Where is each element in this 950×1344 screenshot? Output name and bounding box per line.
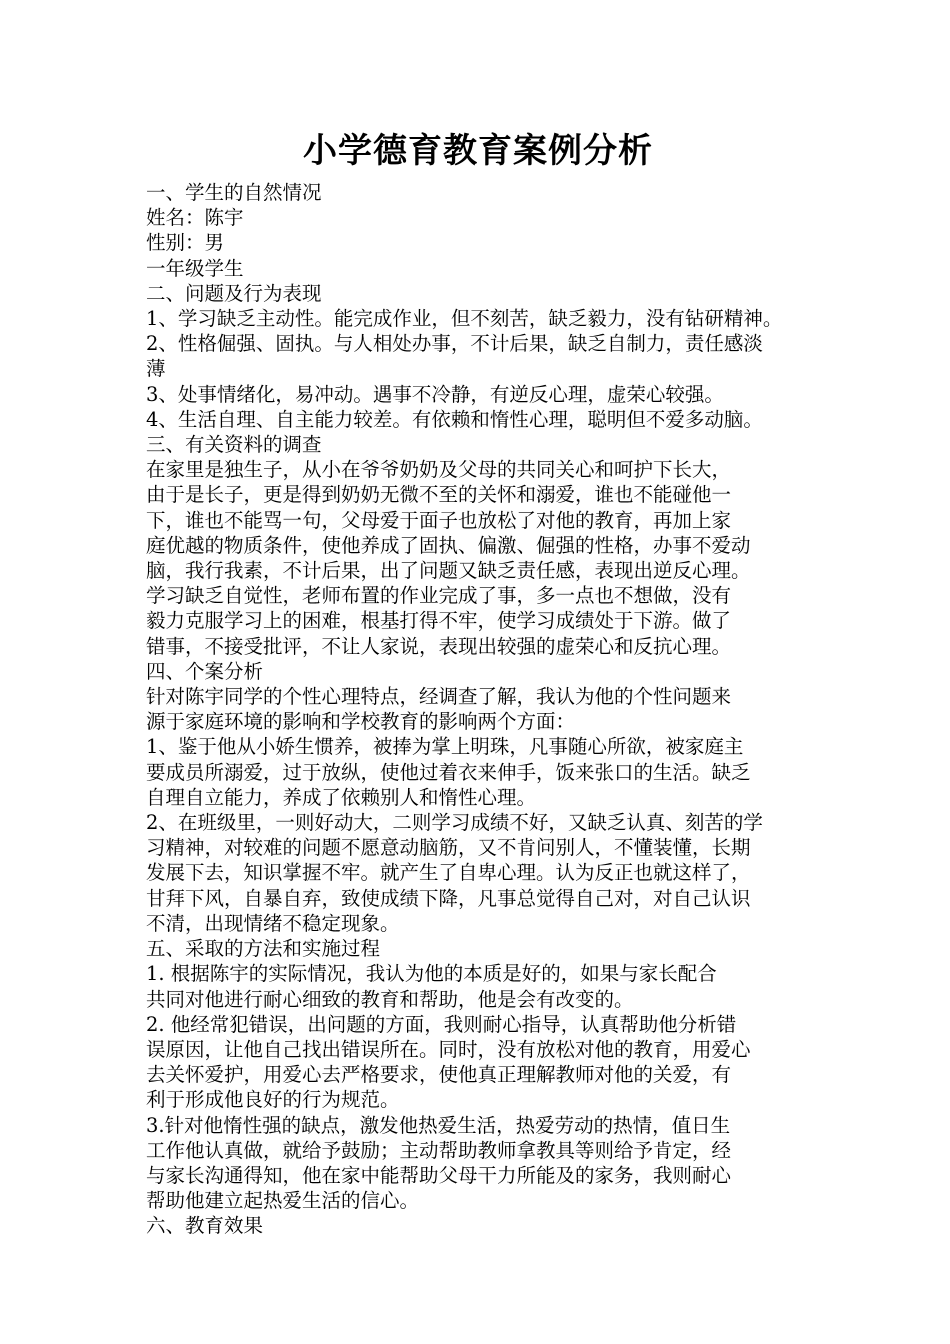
document-body xyxy=(146,180,810,1239)
text-line: 一、学生的自然情况 xyxy=(146,181,322,204)
text-line: 在家里是独生子，从小在爷爷奶奶及父母的共同关心和呵护下长大， xyxy=(146,458,732,482)
text-line: 由于是长子，更是得到奶奶无微不至的关怀和溺爱，谁也不能碰他一 xyxy=(146,483,732,507)
text-line: 六、教育效果 xyxy=(146,1214,264,1238)
text-line: 3.针对他惰性强的缺点，激发他热爱生活，热爱劳动的热情，值日生 xyxy=(146,1113,731,1137)
text-line: 3、处事情绪化，易冲动。遇事不冷静，有逆反心理，虚荣心较强。 xyxy=(146,382,724,406)
text-line: 2、性格倔强、固执。与人相处办事，不计后果，缺乏自制力，责任感淡 xyxy=(146,332,763,356)
text-line: 脑，我行我素，不计后果，出了问题又缺乏责任感，表现出逆反心理。 xyxy=(146,559,751,583)
text-line: 发展下去，知识掌握不牢。就产生了自卑心理。认为反正也就这样了， xyxy=(146,861,751,885)
text-line: 下，谁也不能骂一句，父母爱于面子也放松了对他的教育，再加上家 xyxy=(146,508,732,532)
text-line: 学习缺乏自觉性，老师布置的作业完成了事，多一点也不想做，没有 xyxy=(146,584,732,608)
text-line: 要成员所溺爱，过于放纵，使他过着衣来伸手，饭来张口的生活。缺乏 xyxy=(146,760,751,784)
text-line: 不清，出现情绪不稳定现象。 xyxy=(146,911,400,935)
text-line: 1、鉴于他从小娇生惯养，被捧为掌上明珠，凡事随心所欲，被家庭主 xyxy=(146,735,744,759)
text-line: 源于家庭环境的影响和学校教育的影响两个方面： xyxy=(146,710,576,734)
text-line: 共同对他进行耐心细致的教育和帮助，他是会有改变的。 xyxy=(146,987,634,1011)
text-line: 毅力克服学习上的困难，根基打得不牢，使学习成绩处于下游。做了 xyxy=(146,609,732,633)
document-title: 小学德育教育案例分析 xyxy=(303,131,653,171)
text-line: 针对陈宇同学的个性心理特点，经调查了解，我认为他的个性问题来 xyxy=(146,685,732,709)
text-line: 四、个案分析 xyxy=(146,659,264,683)
text-line: 1. 根据陈宇的实际情况，我认为他的本质是好的，如果与家长配合 xyxy=(146,962,717,986)
text-line: 姓名：陈宇 xyxy=(146,206,244,230)
document-page xyxy=(146,126,810,1239)
text-line: 1、学习缺乏主动性。能完成作业，但不刻苦，缺乏毅力，没有钻研精神。 xyxy=(146,307,783,331)
text-line: 2. 他经常犯错误，出问题的方面，我则耐心指导，认真帮助他分析错 xyxy=(146,1012,737,1036)
text-line: 五、采取的方法和实施过程 xyxy=(146,937,381,961)
text-line: 自理自立能力，养成了依赖别人和惰性心理。 xyxy=(146,785,537,809)
text-line: 习精神，对较难的问题不愿意动脑筋，又不肯问别人，不懂装懂，长期 xyxy=(146,836,751,860)
text-line: 性别：男 xyxy=(146,231,225,255)
text-line: 与家长沟通得知，他在家中能帮助父母干力所能及的家务，我则耐心 xyxy=(146,1163,732,1187)
text-line: 二、问题及行为表现 xyxy=(146,281,322,305)
text-line: 三、有关资料的调查 xyxy=(146,433,322,457)
text-line: 错事，不接受批评，不让人家说，表现出较强的虚荣心和反抗心理。 xyxy=(146,634,732,658)
text-line: 工作他认真做，就给予鼓励；主动帮助教师拿教具等则给予肯定，经 xyxy=(146,1138,732,1162)
text-line: 误原因，让他自己找出错误所在。同时，没有放松对他的教育，用爱心 xyxy=(146,1037,751,1061)
text-line: 甘拜下风，自暴自弃，致使成绩下降，凡事总觉得自己对，对自己认识 xyxy=(146,886,751,910)
text-line: 利于形成他良好的行为规范。 xyxy=(146,1088,400,1112)
text-line: 2、在班级里，一则好动大，二则学习成绩不好，又缺乏认真、刻苦的学 xyxy=(146,811,763,835)
text-line: 一年级学生 xyxy=(146,256,244,280)
text-line: 庭优越的物质条件，使他养成了固执、偏激、倔强的性格，办事不爱动 xyxy=(146,533,751,557)
text-line: 帮助他建立起热爱生活的信心。 xyxy=(146,1189,420,1213)
text-line: 去关怀爱护，用爱心去严格要求，使他真正理解教师对他的关爱，有 xyxy=(146,1063,732,1087)
text-line: 4、生活自理、自主能力较差。有依赖和惰性心理，聪明但不爱多动脑。 xyxy=(146,407,763,431)
text-line: 薄 xyxy=(146,357,166,381)
